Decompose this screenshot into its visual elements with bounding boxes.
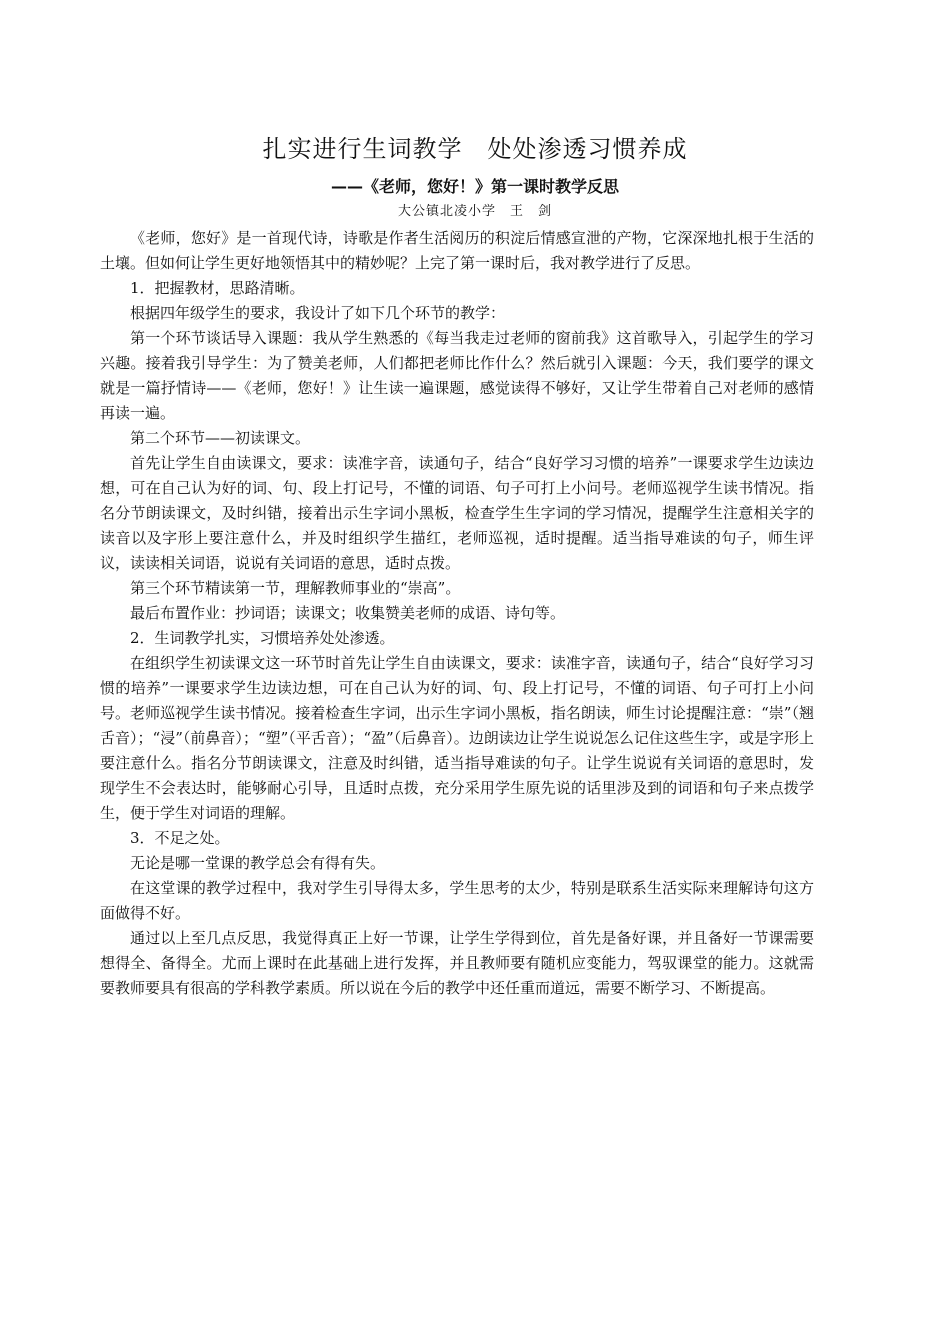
paragraph: 最后布置作业：抄词语；读课文；收集赞美老师的成语、诗句等。 [130,604,566,622]
document-subtitle: ——《老师，您好！》第一课时教学反思 [330,177,619,196]
paragraph: 《老师，您好》是一首现代诗，诗歌是作者生活阅历的积淀后情感宣泄的产物，它深深地扎根于生活的土壤。但如何让学生更好地领悟其中的精妙呢？上完了第一课时后，我对教学进行了反思。 [100,229,814,272]
paragraph: 首先让学生自由读课文，要求：读准字音，读通句子，结合“良好学习习惯的培养”一课要求学生边读边想，可在自己认为好的词、句、段上打记号，不懂的词语、句子可打上小问号。老师巡视学生读书情况。指名分节朗读课文，及时纠错，接着出示生字词小黑板，检查学生生字词的学习情况，提醒学生注意相关字的读音以及字形上要注意什么，并及时组织学生描红，老师巡视，适时提醒。适当指导难读的句子，师生评议，读读相关词语，说说有关词语的意思，适时点拨。 [100,454,814,572]
paragraph: 在这堂课的教学过程中，我对学生引导得太多，学生思考的太少，特别是联系生活实际来理解诗句这方面做得不好。 [100,879,814,922]
paragraph: 通过以上至几点反思，我觉得真正上好一节课，让学生学得到位，首先是备好课，并且备好一节课需要想得全、备得全。尤而上课时在此基础上进行发挥，并且教师要有随机应变能力，驾驭课堂的能力。这就需要教师要具有很高的学科教学素质。所以说在今后的教学中还任重而道远，需要不断学习、不断提高。 [100,929,814,997]
paragraph: 第三个环节精读第一节，理解教师事业的“崇高”。 [130,579,461,597]
paragraph: 无论是哪一堂课的教学总会有得有失。 [130,854,386,872]
paragraph: 第二个环节——初读课文。 [130,429,311,447]
paragraph: 在组织学生初读课文这一环节时首先让学生自由读课文，要求：读准字音，读通句子，结合“良好学习习惯的培养”一课要求学生边读边想，可在自己认为好的词、句、段上打记号，不懂的词语、句子可打上小问号。老师巡视学生读书情况。接着检查生字词，出示生字词小黑板，指名朗读，师生讨论提醒注意：“崇”（翘舌音）；“浸”（前鼻音）；“塑”（平舌音）；“盈”（后鼻音）。边朗读边让学生说说怎么记住这些生字，或是字形上要注意什么。指名分节朗读课文，注意及时纠错，适当指导难读的句子。让学生说说有关词语的意思时，发现学生不会表达时，能够耐心引导，且适时点拨，充分采用学生原先说的话里涉及到的词语和句子来点拨学生，便于学生对词语的理解。 [100,654,814,822]
section-heading: 1．把握教材，思路清晰。 [130,279,305,297]
author-line: 大公镇北凌小学 王 剑 [397,204,552,219]
paragraph: 第一个环节谈话导入课题：我从学生熟悉的《每当我走过老师的窗前我》这首歌导入，引起学生的学习兴趣。接着我引导学生：为了赞美老师，人们都把老师比作什么？然后就引入课题：今天，我们要学的课文就是一篇抒情诗——《老师，您好！》让生读一遍课题，感觉读得不够好，又让学生带着自己对老师的感情再读一遍。 [100,329,814,422]
document-body [100,226,814,1001]
document-title: 扎实进行生词教学 处处渗透习惯养成 [262,135,688,163]
section-heading: 2．生词教学扎实，习惯培养处处渗透。 [130,629,395,647]
paragraph: 根据四年级学生的要求，我设计了如下几个环节的教学： [130,304,506,322]
section-heading: 3．不足之处。 [130,829,230,847]
